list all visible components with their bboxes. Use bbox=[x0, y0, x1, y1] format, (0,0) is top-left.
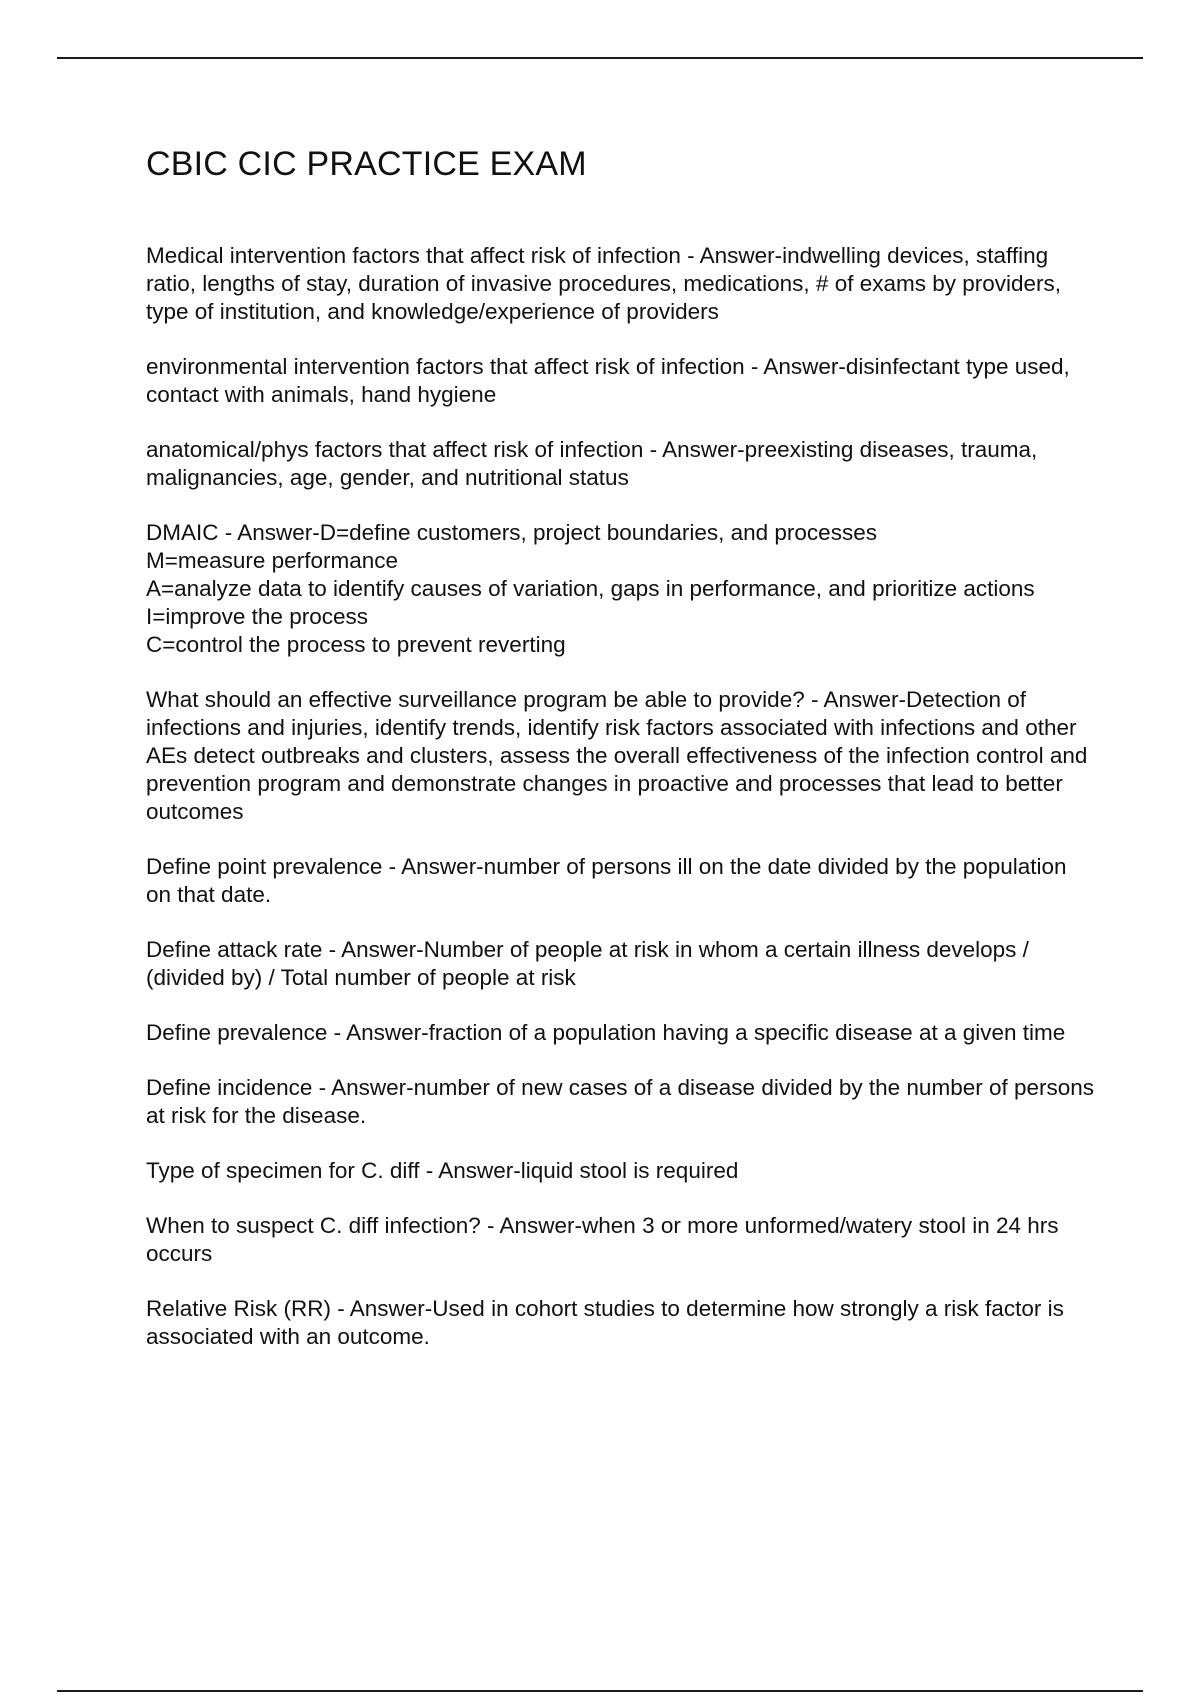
qa-item-anatomical-factors: anatomical/phys factors that affect risk of infection - Answer-preexisting diseases, trauma, malignancies, age, gender, and nutritional status bbox=[146, 437, 1038, 490]
qa-item-point-prevalence: Define point prevalence - Answer-number of persons ill on the date divided by the population on that date. bbox=[146, 854, 1067, 907]
qa-item-cdiff-specimen: Type of specimen for C. diff - Answer-liquid stool is required bbox=[146, 1158, 739, 1183]
qa-item-incidence: Define incidence - Answer-number of new cases of a disease divided by the number of persons at risk for the disease. bbox=[146, 1075, 1095, 1128]
page-title: CBIC CIC PRACTICE EXAM bbox=[146, 145, 587, 183]
qa-item-relative-risk: Relative Risk (RR) - Answer-Used in cohort studies to determine how strongly a risk factor is associated with an outcome. bbox=[146, 1296, 1064, 1349]
page-top-rule bbox=[57, 57, 1143, 59]
dmaic-line-define: DMAIC - Answer-D=define customers, project boundaries, and processes bbox=[146, 520, 877, 545]
qa-item-prevalence: Define prevalence - Answer-fraction of a population having a specific disease at a given time bbox=[146, 1020, 1066, 1045]
qa-item-medical-intervention: Medical intervention factors that affect risk of infection - Answer-indwelling devices, staffing ratio, lengths of stay, duration of invasive procedures, medications, # of exams by providers, type of institution, and knowledge/experience of providers bbox=[146, 243, 1062, 324]
dmaic-line-control: C=control the process to prevent reverting bbox=[146, 632, 566, 657]
qa-item-dmaic bbox=[146, 519, 1096, 659]
dmaic-line-measure: M=measure performance bbox=[146, 548, 398, 573]
dmaic-line-analyze: A=analyze data to identify causes of variation, gaps in performance, and prioritize actions bbox=[146, 576, 1035, 601]
qa-item-environmental-intervention: environmental intervention factors that affect risk of infection - Answer-disinfectant type used, contact with animals, hand hygiene bbox=[146, 354, 1070, 407]
dmaic-line-improve: I=improve the process bbox=[146, 604, 368, 629]
page-bottom-rule bbox=[57, 1690, 1143, 1692]
qa-item-surveillance-program: What should an effective surveillance program be able to provide? - Answer-Detection of infections and injuries, identify trends, identify risk factors associated with infections and other AEs detect outbreaks and clusters, assess the overall effectiveness of the infection control and prevention program and demonstrate changes in proactive and processes that lead to better outcomes bbox=[146, 687, 1088, 824]
document-body bbox=[146, 142, 1096, 1378]
qa-item-cdiff-suspect: When to suspect C. diff infection? - Answer-when 3 or more unformed/watery stool in 24 hrs occurs bbox=[146, 1213, 1059, 1266]
qa-item-attack-rate: Define attack rate - Answer-Number of people at risk in whom a certain illness develops / (divided by) / Total number of people at risk bbox=[146, 937, 1029, 990]
